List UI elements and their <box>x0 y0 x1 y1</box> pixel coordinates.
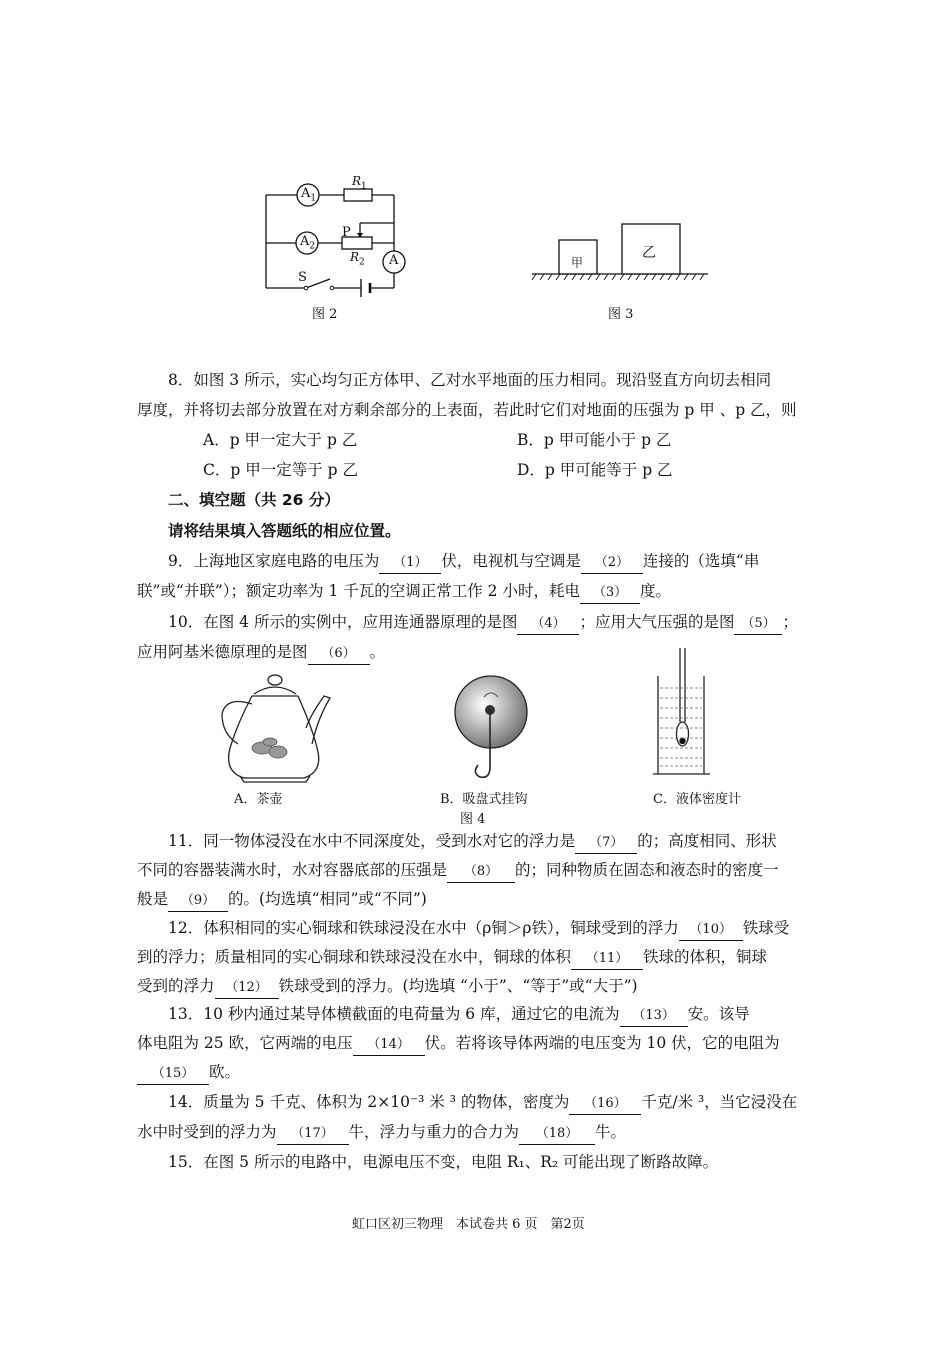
q13-line-2: 体电阻为 25 欧，它两端的电压 （14） 伏。若将该导体两端的电压变为 10 伏，它的电阻为 <box>137 1033 817 1056</box>
q10-line-1: 10．在图 4 所示的实例中，应用连通器原理的是图 （4） ；应用大气压强的是图 （5） ； <box>168 612 818 635</box>
q11-line-2: 不同的容器装满水时，水对容器底部的压强是 （8） 的；同种物质在固态和液态时的密度一 <box>137 860 817 883</box>
q8-option-d: D．p 甲可能等于 p 乙 <box>517 461 673 479</box>
q11-line-1: 11．同一物体浸没在水中不同深度处，受到水对它的浮力是 （7） 的；高度相同、形状 <box>168 831 818 854</box>
q12-line-2: 到的浮力；质量相同的实心铜球和铁球浸没在水中，铜球的体积 （11） 铁球的体积，铜球 <box>137 947 817 970</box>
page-footer: 虹口区初三物理 本试卷共 6 页 第2页 <box>352 1217 585 1232</box>
teapot-illustration <box>218 672 333 784</box>
figure-2-caption: 图 2 <box>312 307 338 322</box>
q13-line-1: 13．10 秒内通过某导体横截面的电荷量为 6 库，通过它的电流为 （13） 安。该导 <box>168 1004 818 1027</box>
figure-2-circuit <box>258 170 418 300</box>
q9-line-2: 联”或“并联”）；额定功率为 1 千瓦的空调正常工作 2 小时，耗电 （3） 度。 <box>137 581 817 604</box>
q14-line-1: 14．质量为 5 千克、体积为 2×10⁻³ 米 ³ 的物体，密度为 （16） 千克/米 ³，当它浸没在 <box>168 1092 818 1115</box>
cube-yi-label: 乙 <box>642 245 656 261</box>
q12-line-3: 受到的浮力 （12） 铁球受到的浮力。(均选填 “小于”、“等于”或“大于”) <box>137 976 817 999</box>
resistor-r1-label: $R_1$ <box>352 174 367 192</box>
q10-line-2: 应用阿基米德原理的是图 （6） 。 <box>137 642 817 665</box>
meter-a1-label: $A_1$ <box>301 186 317 204</box>
cube-jia-label: 甲 <box>571 256 584 270</box>
q9-line-1: 9．上海地区家庭电路的电压为 （1） 伏，电视机与空调是 （2） 连接的（选填“串 <box>168 551 818 574</box>
figure-3-caption: 图 3 <box>608 307 634 322</box>
figure-4-caption: 图 4 <box>460 812 486 827</box>
figure-4-label-a: A．茶壶 <box>234 792 283 807</box>
figure-4-label-c: C．液体密度计 <box>653 792 741 807</box>
figure-3-cubes <box>530 222 710 284</box>
section-2-title: 二、填空题（共 26 分） <box>168 491 340 509</box>
hydrometer-illustration <box>652 646 714 778</box>
q15-line-1: 15．在图 5 所示的电路中，电源电压不变，电阻 R₁、R₂ 可能出现了断路故障。 <box>168 1153 719 1171</box>
q8-line-1: 8．如图 3 所示，实心均匀正方体甲、乙对水平地面的压力相同。现沿竖直方向切去相同 <box>168 371 772 389</box>
figure-4-label-b: B．吸盘式挂钩 <box>440 792 528 807</box>
q14-line-2: 水中时受到的浮力为 （17） 牛，浮力与重力的合力为 （18） 牛。 <box>137 1122 817 1145</box>
q8-option-c: C．p 甲一定等于 p 乙 <box>203 461 358 479</box>
section-2-instruction: 请将结果填入答题纸的相应位置。 <box>168 522 401 540</box>
q11-line-3: 般是 （9） 的。(均选填“相同”或“不同”) <box>137 889 817 912</box>
suction-hook-illustration <box>454 675 532 787</box>
switch-s-label: S <box>298 270 307 285</box>
slider-p-label: P <box>342 225 351 240</box>
q12-line-1: 12．体积相同的实心铜球和铁球浸没在水中（ρ铜＞ρ铁），铜球受到的浮力 （10） 铁球受 <box>168 918 818 941</box>
meter-a2-label: $A_2$ <box>300 234 316 252</box>
q8-option-a: A．p 甲一定大于 p 乙 <box>203 431 358 449</box>
resistor-r2-label: $R_2$ <box>350 250 365 268</box>
q8-option-b: B．p 甲可能小于 p 乙 <box>517 431 672 449</box>
meter-a-label: A <box>389 253 399 268</box>
q8-line-2: 厚度，并将切去部分放置在对方剩余部分的上表面，若此时它们对地面的压强为 p 甲 、p 乙，则 <box>137 401 797 419</box>
q13-line-3: （15） 欧。 <box>137 1062 817 1085</box>
